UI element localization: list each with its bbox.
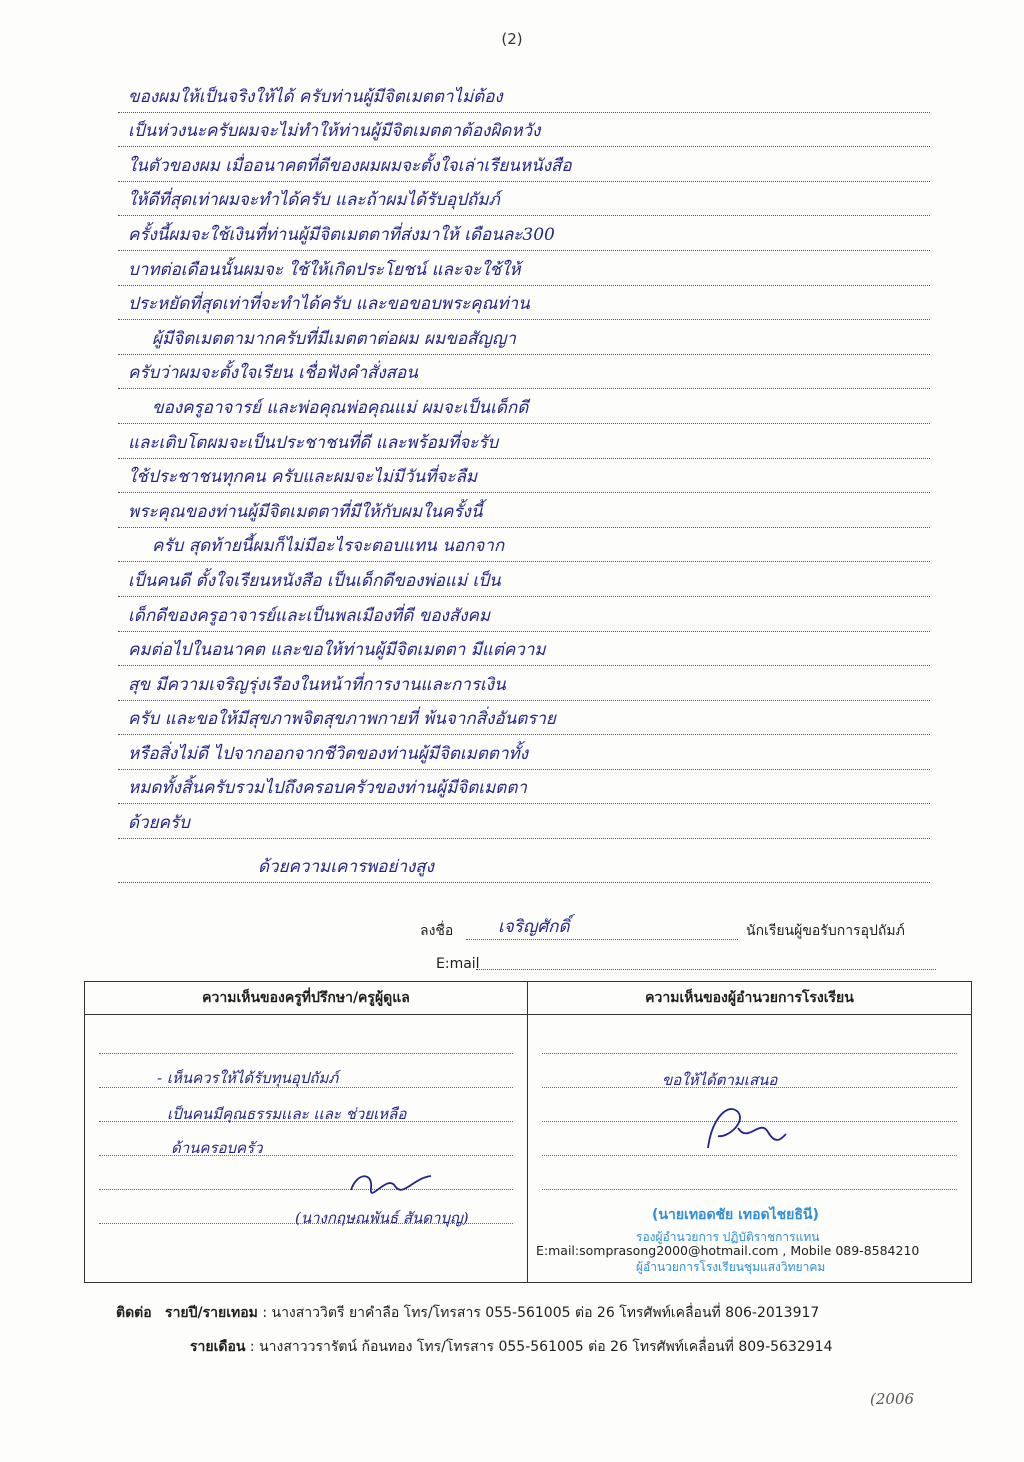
footer-contacts (116, 1296, 976, 1364)
signature-row (420, 918, 950, 944)
letter-line-text: ของครูอาจารย์ และพ่อคุณพ่อคุณแม่ ผมจะเป็นเด็กดี (152, 397, 529, 418)
footer-row1-label: รายปี/รายเทอม (165, 1305, 258, 1321)
letter-line (118, 597, 930, 632)
closing-text: ด้วยความเคารพอย่างสูง (258, 857, 434, 877)
advisor-comment-line-1: - เห็นควรให้ได้รับทุนอุปถัมภ์ (157, 1069, 339, 1087)
email-row (436, 952, 936, 974)
comment-table (84, 981, 972, 1283)
letter-line (118, 251, 930, 286)
letter-line (118, 735, 930, 770)
letter-line (118, 320, 930, 355)
letter-line (118, 770, 930, 805)
letter-line (118, 632, 930, 667)
letter-line-text: เป็นห่วงนะครับผมจะไม่ทำให้ท่านผู้มีจิตเมตตาต้องผิดหวัง (128, 121, 541, 142)
letter-line (118, 701, 930, 736)
email-dotted-line (476, 968, 936, 970)
letter-line-text: พระคุณของท่านผู้มีจิตเมตตาที่มีให้กับผมในครั้งนี้ (128, 501, 483, 522)
advisor-header: ความเห็นของครูที่ปรึกษา/ครูผู้ดูแล (85, 982, 527, 1015)
email-label: E:mail (436, 956, 480, 972)
letter-line-text: ครับว่าผมจะตั้งใจเรียน เชื่อฟังคำสั่งสอน (128, 363, 418, 384)
letter-line (118, 562, 930, 597)
letter-line (118, 459, 930, 494)
director-comment-column (528, 982, 971, 1282)
advisor-comment-line-2: เป็นคนมีคุณธรรมเเละ เเละ ช่วยเหลือ (167, 1105, 407, 1123)
letter-body (118, 78, 930, 839)
letter-line-text: หมดทั้งสิ้นครับรวมไปถึงครอบครัวของท่านผู้มีจิตเมตตา (128, 778, 527, 799)
advisor-signature-name: (นางกฤษณพันธ์ สันดาบุญ) (295, 1209, 469, 1227)
letter-line-text: ครับ และขอให้มีสุขภาพจิตสุขภาพกายที่ พ้นจากสิ่งอันตราย (128, 709, 556, 730)
signature-role: นักเรียนผู้ขอรับการอุปถัมภ์ (746, 923, 905, 939)
letter-line (118, 216, 930, 251)
footer-contact-label: ติดต่อ (116, 1305, 152, 1321)
letter-line-text: ของผมให้เป็นจริงให้ได้ ครับท่านผู้มีจิตเมตตาไม่ต้อง (128, 86, 503, 107)
letter-line-text: หรือสิ่งไม่ดี ไปจากออกจากชีวิตของท่านผู้มีจิตเมตตาทั้ง (128, 743, 529, 764)
comment-line (542, 1052, 957, 1054)
letter-line (118, 286, 930, 321)
letter-line (118, 493, 930, 528)
letter-line-text: ครับ สุดท้ายนี้ผมก็ไม่มีอะไรจะตอบแทน นอกจาก (152, 536, 505, 557)
letter-line-text: ครั้งนี้ผมจะใช้เงินที่ท่านผู้มีจิตเมตตาที่ส่งมาให้ เดือนละ300 (128, 224, 555, 245)
comment-line (99, 1188, 513, 1190)
letter-line-text: และเติบโตผมจะเป็นประชาชนที่ดี และพร้อมที่จะรับ (128, 432, 499, 453)
letter-line-text: ใช้ประชาชนทุกคน ครับและผมจะไม่มีวันที่จะลืม (128, 467, 478, 488)
letter-line-text: สุข มีความเจริญรุ่งเรืองในหน้าที่การงานและการเงิน (128, 674, 506, 695)
letter-line-text: ผู้มีจิตเมตตามากครับที่มีเมตตาต่อผม ผมขอสัญญา (152, 328, 516, 349)
letter-line (118, 355, 930, 390)
letter-line-text: ให้ดีที่สุดเท่าผมจะทำได้ครับ และถ้าผมได้รับอุปถัมภ์ (128, 190, 500, 211)
comment-line (542, 1188, 957, 1190)
signature-label: ลงชื่อ (420, 923, 454, 939)
advisor-signature-mark (347, 1168, 437, 1198)
letter-line (118, 78, 930, 113)
director-stamp-name: (นายเทอดชัย เทอดไชยธินี) (652, 1207, 819, 1223)
letter-line (118, 804, 930, 839)
corner-mark: (2006 (870, 1390, 915, 1408)
footer-row2-text: : นางสาววรารัตน์ ก้อนทอง โทร/โทรสาร 055-561005 ต่อ 26 โทรศัพท์เคลื่อนที่ 809-5632914 (245, 1339, 833, 1355)
page-number: (2) (501, 30, 523, 48)
director-stamp-title-1: รองผู้อำนวยการ ปฏิบัติราชการแทน (636, 1230, 820, 1244)
letter-line (118, 147, 930, 182)
footer-row-yearly (116, 1296, 976, 1330)
director-stamp-title-2: ผู้อำนวยการโรงเรียนชุมแสงวิทยาคม (636, 1260, 826, 1274)
advisor-comment-line-3: ด้านครอบครัว (171, 1139, 263, 1157)
director-signature-mark (698, 1098, 788, 1158)
letter-line-text: ประหยัดที่สุดเท่าที่จะทำได้ครับ และขอขอบพระคุณท่าน (128, 294, 530, 315)
letter-line-text: ในตัวของผม เมื่ออนาคตที่ดีของผมผมจะตั้งใจเล่าเรียนหนังสือ (128, 155, 572, 176)
footer-row1-text: : นางสาววิตรี ยาคำลือ โทร/โทรสาร 055-561005 ต่อ 26 โทรศัพท์เคลื่อนที่ 806-2013917 (257, 1305, 820, 1321)
director-comment: ขอให้ได้ตามเสนอ (662, 1071, 778, 1089)
letter-line-text: บาทต่อเดือนนั้นผมจะ ใช้ให้เกิดประโยชน์ และจะใช้ให้ (128, 259, 521, 280)
contact-email: E:mail:somprasong2000@hotmail.com , Mobile 089-8584210 (536, 1243, 920, 1258)
letter-line (118, 666, 930, 701)
letter-line (118, 389, 930, 424)
letter-line-text: เป็นคนดี ตั้งใจเรียนหนังสือ เป็นเด็กดีของพ่อแม่ เป็น (128, 570, 501, 591)
letter-line-text: คมต่อไปในอนาคต และขอให้ท่านผู้มีจิตเมตตา มีแต่ความ (128, 640, 546, 661)
footer-row2-label: รายเดือน (190, 1339, 246, 1355)
letter-line (118, 424, 930, 459)
letter-line-text: เด็กดีของครูอาจารย์และเป็นพลเมืองที่ดี ของสังคม (128, 605, 491, 626)
advisor-comment-column (85, 982, 528, 1282)
student-signature: เจริญศักดิ์ (498, 917, 570, 937)
director-header: ความเห็นของผู้อำนวยการโรงเรียน (528, 982, 971, 1015)
letter-line (118, 182, 930, 217)
footer-row-monthly (116, 1330, 976, 1364)
letter-line (118, 113, 930, 148)
closing-line (118, 856, 930, 883)
letter-line-text: ด้วยครับ (128, 813, 190, 834)
comment-line (99, 1052, 513, 1054)
letter-line (118, 528, 930, 563)
comment-line (99, 1154, 513, 1156)
